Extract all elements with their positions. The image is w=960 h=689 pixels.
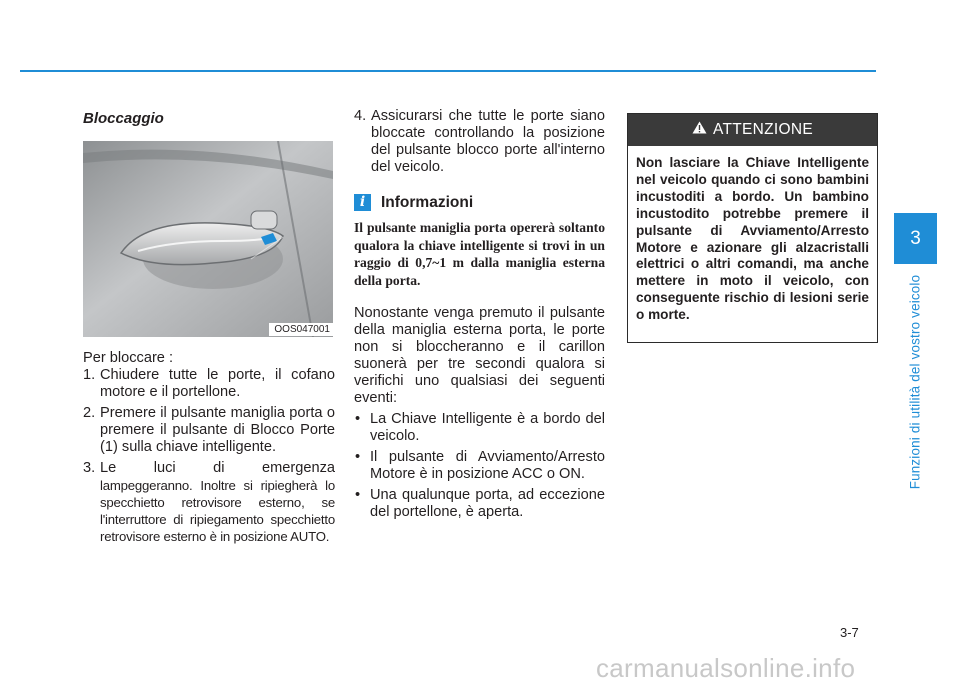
info-icon: i: [354, 194, 371, 211]
bullet-dot-icon: •: [355, 487, 361, 503]
body-paragraph: Nonostante venga premuto il pulsante della maniglia esterna porta, le porte non si bloccheranno e il carillon suonerà per tre secondi qualora si verifichi uno qualsiasi dei seguenti eventi:: [354, 305, 605, 406]
step-2: [83, 405, 335, 456]
step-number: 4.: [354, 108, 367, 124]
bullet-text: Il pulsante di Avviamento/Arresto Motore è in posizione ACC o ON.: [370, 449, 605, 482]
info-title: Informazioni: [381, 194, 474, 211]
left-column: [83, 108, 335, 549]
step-text-first-line: Le luci di emergenza: [100, 460, 335, 476]
step-1: [83, 367, 335, 401]
page-number: 3-7: [840, 625, 859, 640]
info-text: Il pulsante maniglia porta opererà soltanto qualora la chiave intelligente si trovi in un raggio di 0,7~1 m dalla maniglia esterna della porta.: [354, 220, 605, 288]
step-text-rest: lampeggeranno. Inoltre si ripiegherà lo specchietto retrovisore esterno, se l'interruttore di ripiegamento specchietto retrovisore esterno è in posizione AUTO.: [100, 478, 335, 544]
warning-triangle-icon: [692, 121, 707, 139]
header-rule: [20, 70, 876, 72]
section-title: Bloccaggio: [83, 110, 164, 127]
door-handle-illustration: [83, 141, 333, 337]
bullet-item: [354, 449, 605, 483]
warning-title: ATTENZIONE: [712, 121, 814, 138]
bullet-text: Una qualunque porta, ad eccezione del portellone, è aperta.: [370, 487, 605, 520]
bullet-item: [354, 487, 605, 521]
step-number: 1.: [83, 367, 96, 383]
warning-box: [627, 113, 878, 343]
bullet-text: La Chiave Intelligente è a bordo del veicolo.: [370, 411, 605, 444]
step-text: Chiudere tutte le porte, il cofano motore e il portellone.: [100, 367, 335, 400]
step-3: [83, 460, 335, 545]
watermark-text: carmanualsonline.info: [596, 653, 856, 683]
bullet-item: [354, 411, 605, 445]
step-number: 3.: [83, 460, 96, 476]
step-4: [354, 108, 605, 176]
chapter-title: Funzioni di utilità del vostro veicolo: [907, 274, 923, 490]
warning-text: Non lasciare la Chiave Intelligente nel veicolo quando ci sono bambini incustoditi a bordo. Un bambino incustodito potrebbe premere il pulsante di Avviamento/Arresto Motore e azionare gli alzacristalli elettrici o altri comandi, ma anche mettere in moto il veicolo, con conseguente rischio di lesioni serie o morte.: [636, 155, 869, 323]
middle-column: [354, 108, 605, 525]
step-text: [100, 460, 335, 545]
door-handle-photo: [83, 141, 333, 337]
bullet-dot-icon: •: [355, 449, 361, 465]
chapter-number-tab: 3: [894, 213, 937, 264]
step-number: 2.: [83, 405, 96, 421]
info-header: [354, 194, 605, 211]
step-text: Assicurarsi che tutte le porte siano bloccate controllando la posizione del pulsante blocco porte all'interno del veicolo.: [371, 108, 605, 175]
photo-code: OOS047001: [269, 323, 333, 336]
bullet-dot-icon: •: [355, 411, 361, 427]
intro-text: Per bloccare :: [83, 350, 174, 366]
step-text: Premere il pulsante maniglia porta o premere il pulsante di Blocco Porte (1) sulla chiave intelligente.: [100, 405, 335, 455]
warning-header: [628, 114, 877, 146]
